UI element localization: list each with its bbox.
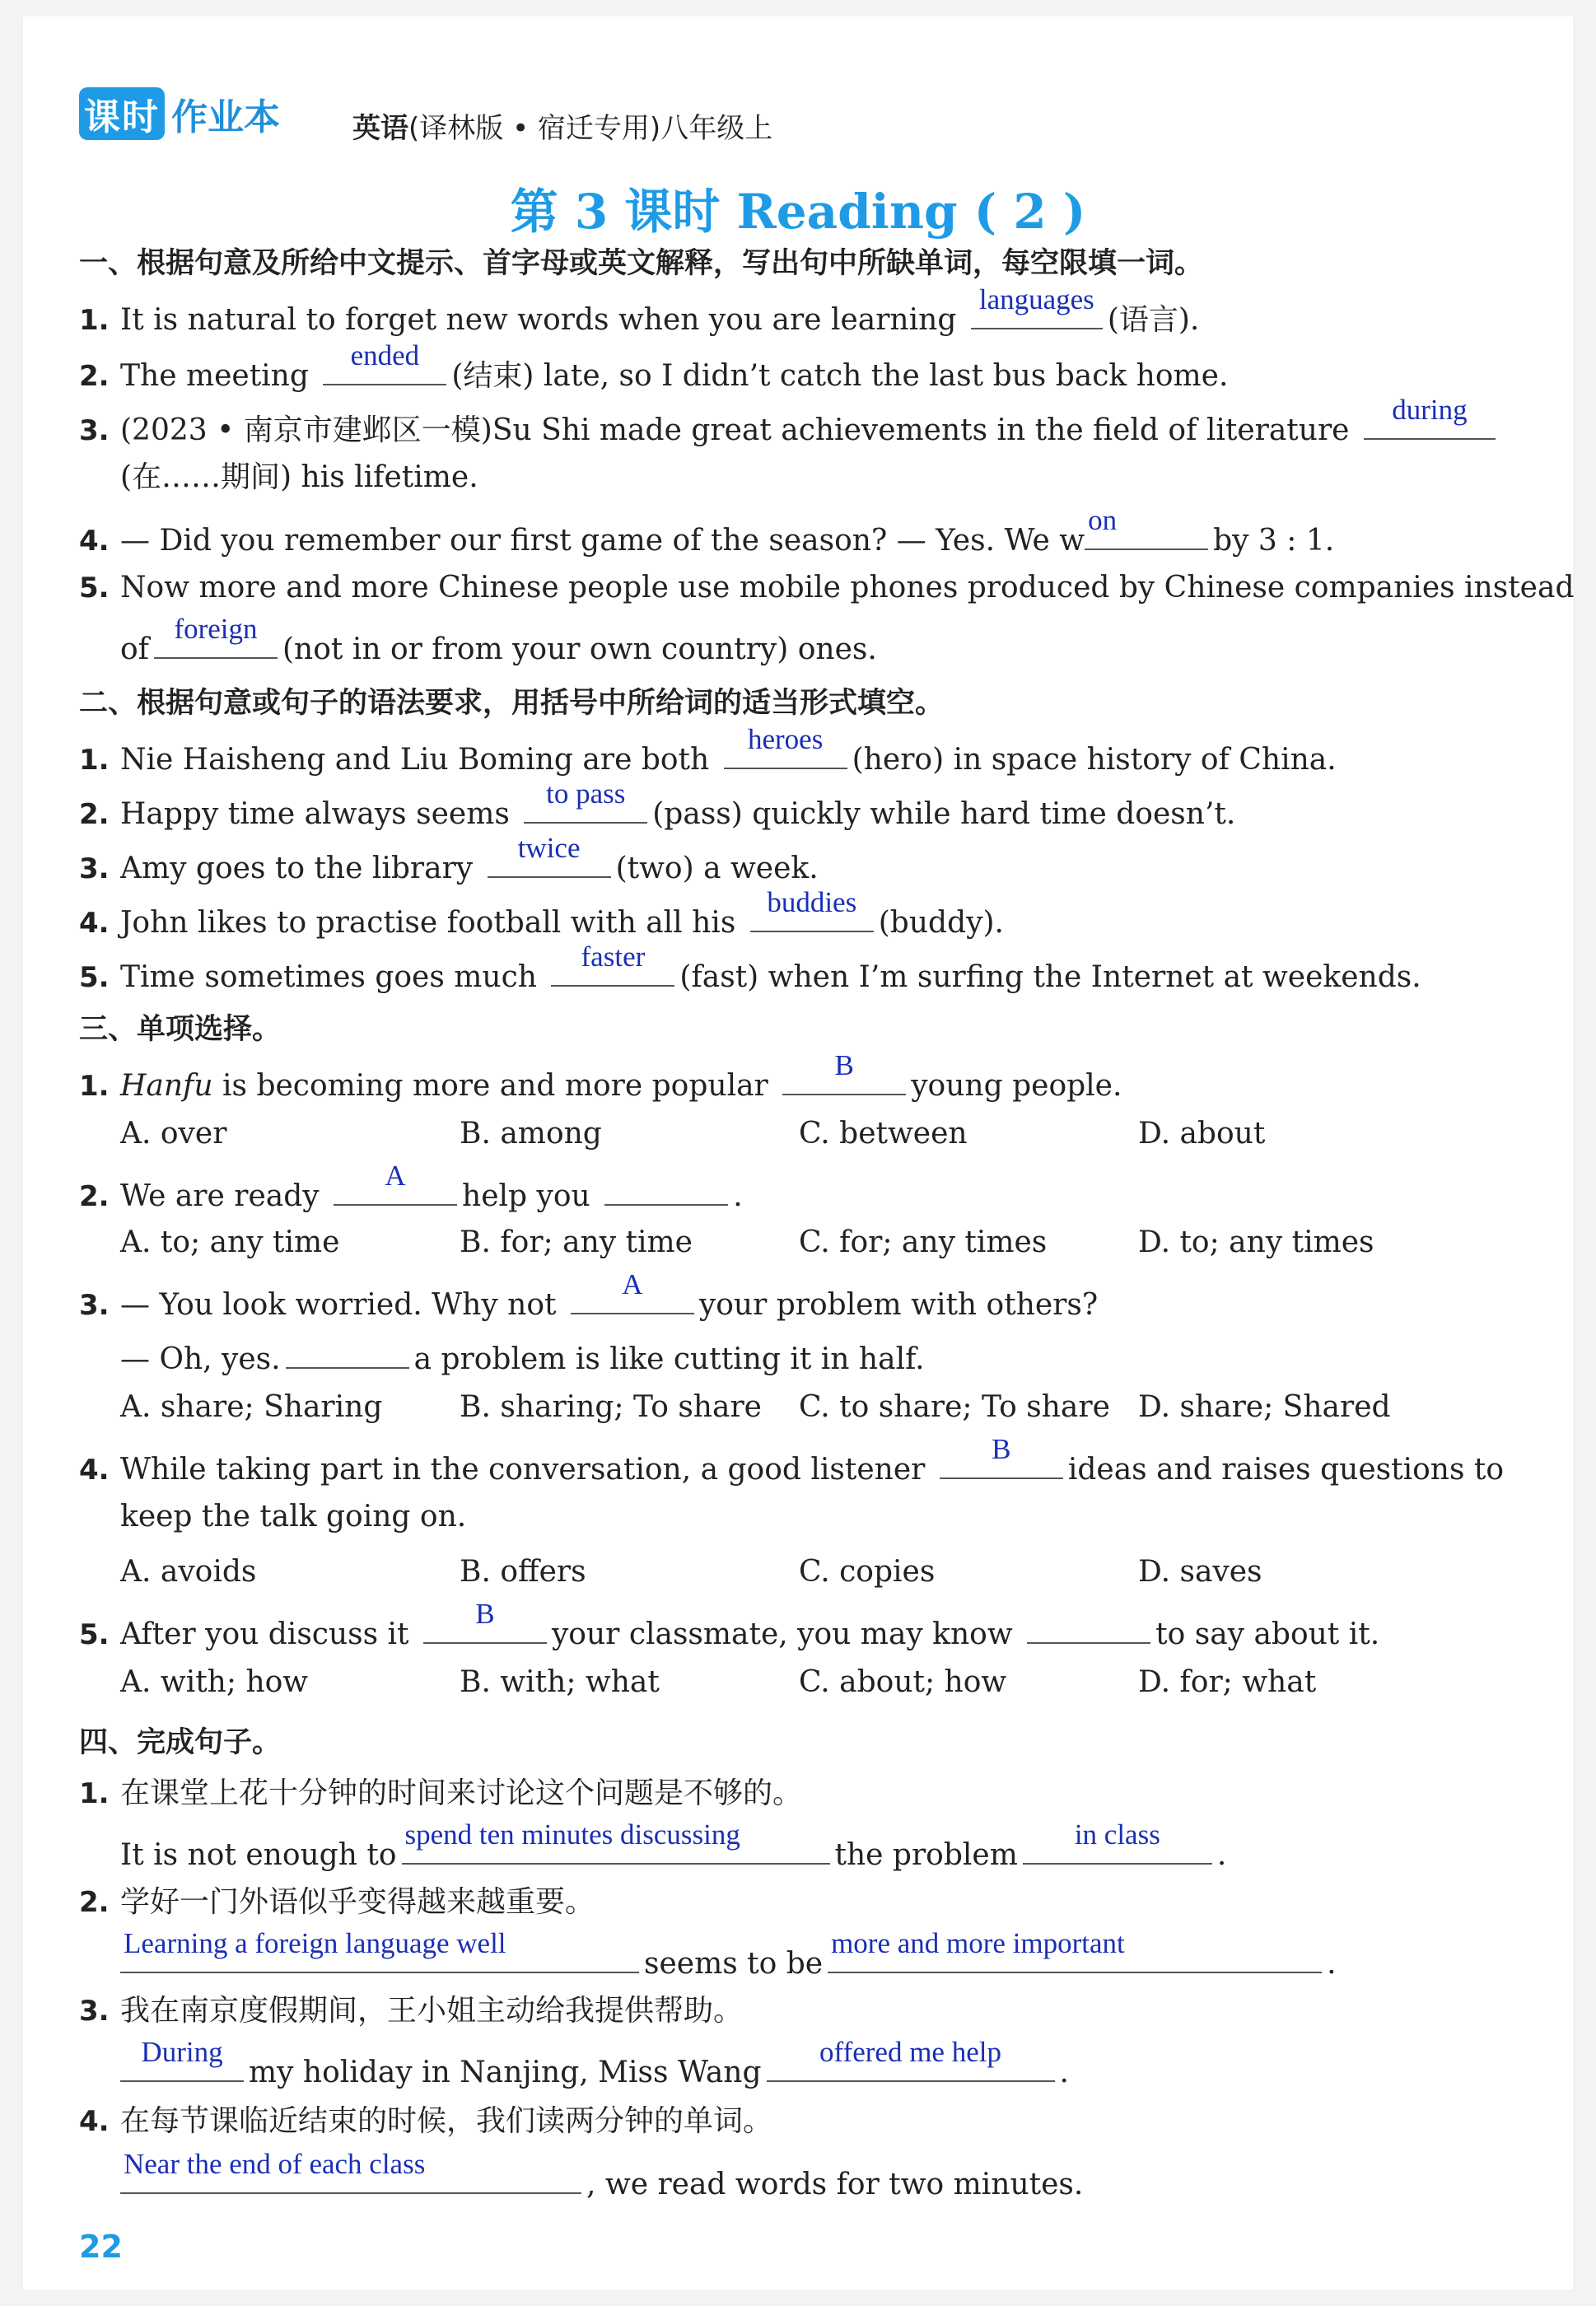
answer-blank[interactable]: A xyxy=(334,1171,457,1206)
answer-blank[interactable]: heroes xyxy=(724,735,847,769)
answer-blank[interactable]: buddies xyxy=(750,898,874,932)
s3-question-3: 3. — You look worried. Why not A your problem with others? xyxy=(79,1268,1099,1322)
option-b[interactable]: B. sharing; To share xyxy=(460,1390,762,1424)
option-d[interactable]: D. to; any times xyxy=(1138,1225,1374,1259)
s1-question-1: 1. It is natural to forget new words when you are learning languages (语言). xyxy=(79,283,1200,337)
section-1-heading: 一、根据句意及所给中文提示、首字母或英文解释，写出句中所缺单词，每空限填一词。 xyxy=(79,247,1204,280)
answer-blank[interactable]: Near the end of each class xyxy=(120,2159,581,2194)
s3-question-2: 2. We are ready A help you . xyxy=(79,1160,743,1213)
workbook-page xyxy=(23,16,1573,2290)
answer-blank[interactable]: to pass xyxy=(524,789,647,824)
option-d[interactable]: D. saves xyxy=(1138,1555,1262,1589)
option-a[interactable]: A. share; Sharing xyxy=(120,1390,383,1424)
section-2-heading: 二、根据句意或句子的语法要求，用括号中所给词的适当形式填空。 xyxy=(79,687,945,720)
s1-question-3-cont: (在……期间) his lifetime. xyxy=(120,460,478,494)
option-b[interactable]: B. among xyxy=(460,1117,602,1151)
option-a[interactable]: A. over xyxy=(120,1117,227,1151)
s2-question-4: 4. John likes to practise football with all his buddies (buddy). xyxy=(79,886,1004,940)
s1-question-3: 3. (2023 • 南京市建邺区一模)Su Shi made great achievements in the field of literature during xyxy=(79,405,1500,449)
answer-blank[interactable]: faster xyxy=(551,952,674,987)
answer-blank[interactable]: B xyxy=(940,1445,1063,1479)
header-edition: (译林版 • 宿迁专用)八年级上 xyxy=(408,112,773,145)
brand-highlight: 课时 xyxy=(79,87,165,140)
answer-blank[interactable]: offered me help xyxy=(767,2047,1055,2082)
section-4-heading: 四、完成句子。 xyxy=(79,1726,282,1759)
answer-blank[interactable]: twice xyxy=(488,843,611,878)
answer-blank[interactable]: During xyxy=(120,2047,244,2082)
option-b[interactable]: B. for; any time xyxy=(460,1225,693,1259)
answer-blank[interactable] xyxy=(1027,1609,1150,1644)
s3-question-3-cont: — Oh, yes. a problem is like cutting it in half. xyxy=(120,1334,925,1378)
answer-blank[interactable]: Learning a foreign language well xyxy=(120,1939,639,1973)
s4-question-3: During my holiday in Nanjing, Miss Wang offered me help . xyxy=(120,2047,1069,2091)
answer-blank[interactable]: languages xyxy=(971,295,1103,329)
s4-question-4-cn: 4. 在每节课临近结束的时候，我们读两分钟的单词。 xyxy=(79,2104,773,2138)
s3-question-5: 5. After you discuss it B your classmate, you may know to say about it. xyxy=(79,1598,1380,1651)
s3-question-4-cont: keep the talk going on. xyxy=(120,1500,467,1533)
header-subject: 英语 xyxy=(352,112,408,145)
option-c[interactable]: C. copies xyxy=(799,1555,936,1589)
brand-rest: 作业本 xyxy=(171,96,280,138)
answer-blank[interactable]: B xyxy=(782,1061,906,1095)
s2-question-1: 1. Nie Haisheng and Liu Boming are both heroes (hero) in space history of China. xyxy=(79,723,1337,777)
option-d[interactable]: D. about xyxy=(1138,1117,1266,1151)
option-a[interactable]: A. avoids xyxy=(120,1555,257,1589)
s1-question-4: 4. — Did you remember our first game of the season? — Yes. We w on by 3 : 1. xyxy=(79,504,1335,558)
answer-blank[interactable] xyxy=(286,1334,409,1369)
s1-question-5: 5. Now more and more Chinese people use mobile phones produced by Chinese companies instead xyxy=(79,571,1575,605)
option-a[interactable]: A. to; any time xyxy=(120,1225,340,1259)
s4-question-1-cn: 1. 在课堂上花十分钟的时间来讨论这个问题是不够的。 xyxy=(79,1776,803,1810)
s4-question-2: Learning a foreign language well seems to be more and more important . xyxy=(120,1939,1337,1982)
option-d[interactable]: D. for; what xyxy=(1138,1665,1317,1699)
answer-blank[interactable]: in class xyxy=(1023,1830,1212,1865)
s4-question-4: Near the end of each class , we read words for two minutes. xyxy=(120,2159,1083,2203)
answer-blank[interactable] xyxy=(604,1171,728,1206)
s3-question-4: 4. While taking part in the conversation, a good listener B ideas and raises questions to xyxy=(79,1433,1504,1487)
s2-question-2: 2. Happy time always seems to pass (pass) quickly while hard time doesn’t. xyxy=(79,777,1236,831)
option-c[interactable]: C. for; any times xyxy=(799,1225,1048,1259)
s4-question-1: It is not enough to spend ten minutes discussing the problem in class . xyxy=(120,1818,1227,1872)
s2-question-5: 5. Time sometimes goes much faster (fast) when I’m surfing the Internet at weekends. xyxy=(79,941,1421,994)
option-b[interactable]: B. with; what xyxy=(460,1665,660,1699)
option-c[interactable]: C. between xyxy=(799,1117,968,1151)
option-c[interactable]: C. about; how xyxy=(799,1665,1007,1699)
s4-question-2-cn: 2. 学好一门外语似乎变得越来越重要。 xyxy=(79,1885,595,1919)
s3-question-1: 1. Hanfu is becoming more and more popular B young people. xyxy=(79,1049,1122,1103)
s1-question-2: 2. The meeting ended (结束) late, so I didn’t catch the last bus back home. xyxy=(79,339,1229,393)
s1-question-5-cont: of foreign (not in or from your own country) ones. xyxy=(120,613,877,666)
answer-blank[interactable]: foreign xyxy=(154,624,278,659)
option-a[interactable]: A. with; how xyxy=(120,1665,309,1699)
answer-blank[interactable]: B xyxy=(423,1609,547,1644)
page-number: 22 xyxy=(79,2229,123,2265)
s2-question-3: 3. Amy goes to the library twice (two) a week. xyxy=(79,832,819,885)
answer-blank[interactable]: during xyxy=(1364,405,1496,440)
option-b[interactable]: B. offers xyxy=(460,1555,586,1589)
brand-logo xyxy=(79,87,280,140)
option-d[interactable]: D. share; Shared xyxy=(1138,1390,1391,1424)
header-subtitle xyxy=(352,105,772,146)
answer-blank[interactable]: more and more important xyxy=(828,1939,1322,1973)
option-c[interactable]: C. to share; To share xyxy=(799,1390,1110,1424)
answer-blank[interactable]: on xyxy=(1085,516,1208,550)
s4-question-3-cn: 3. 我在南京度假期间，王小姐主动给我提供帮助。 xyxy=(79,1994,744,2028)
section-3-heading: 三、单项选择。 xyxy=(79,1013,282,1046)
answer-blank[interactable]: spend ten minutes discussing xyxy=(402,1830,830,1865)
answer-blank[interactable]: A xyxy=(571,1280,694,1314)
answer-blank[interactable]: ended xyxy=(323,351,446,385)
page-title: 第 3 课时 Reading ( 2 ) xyxy=(510,184,1086,240)
